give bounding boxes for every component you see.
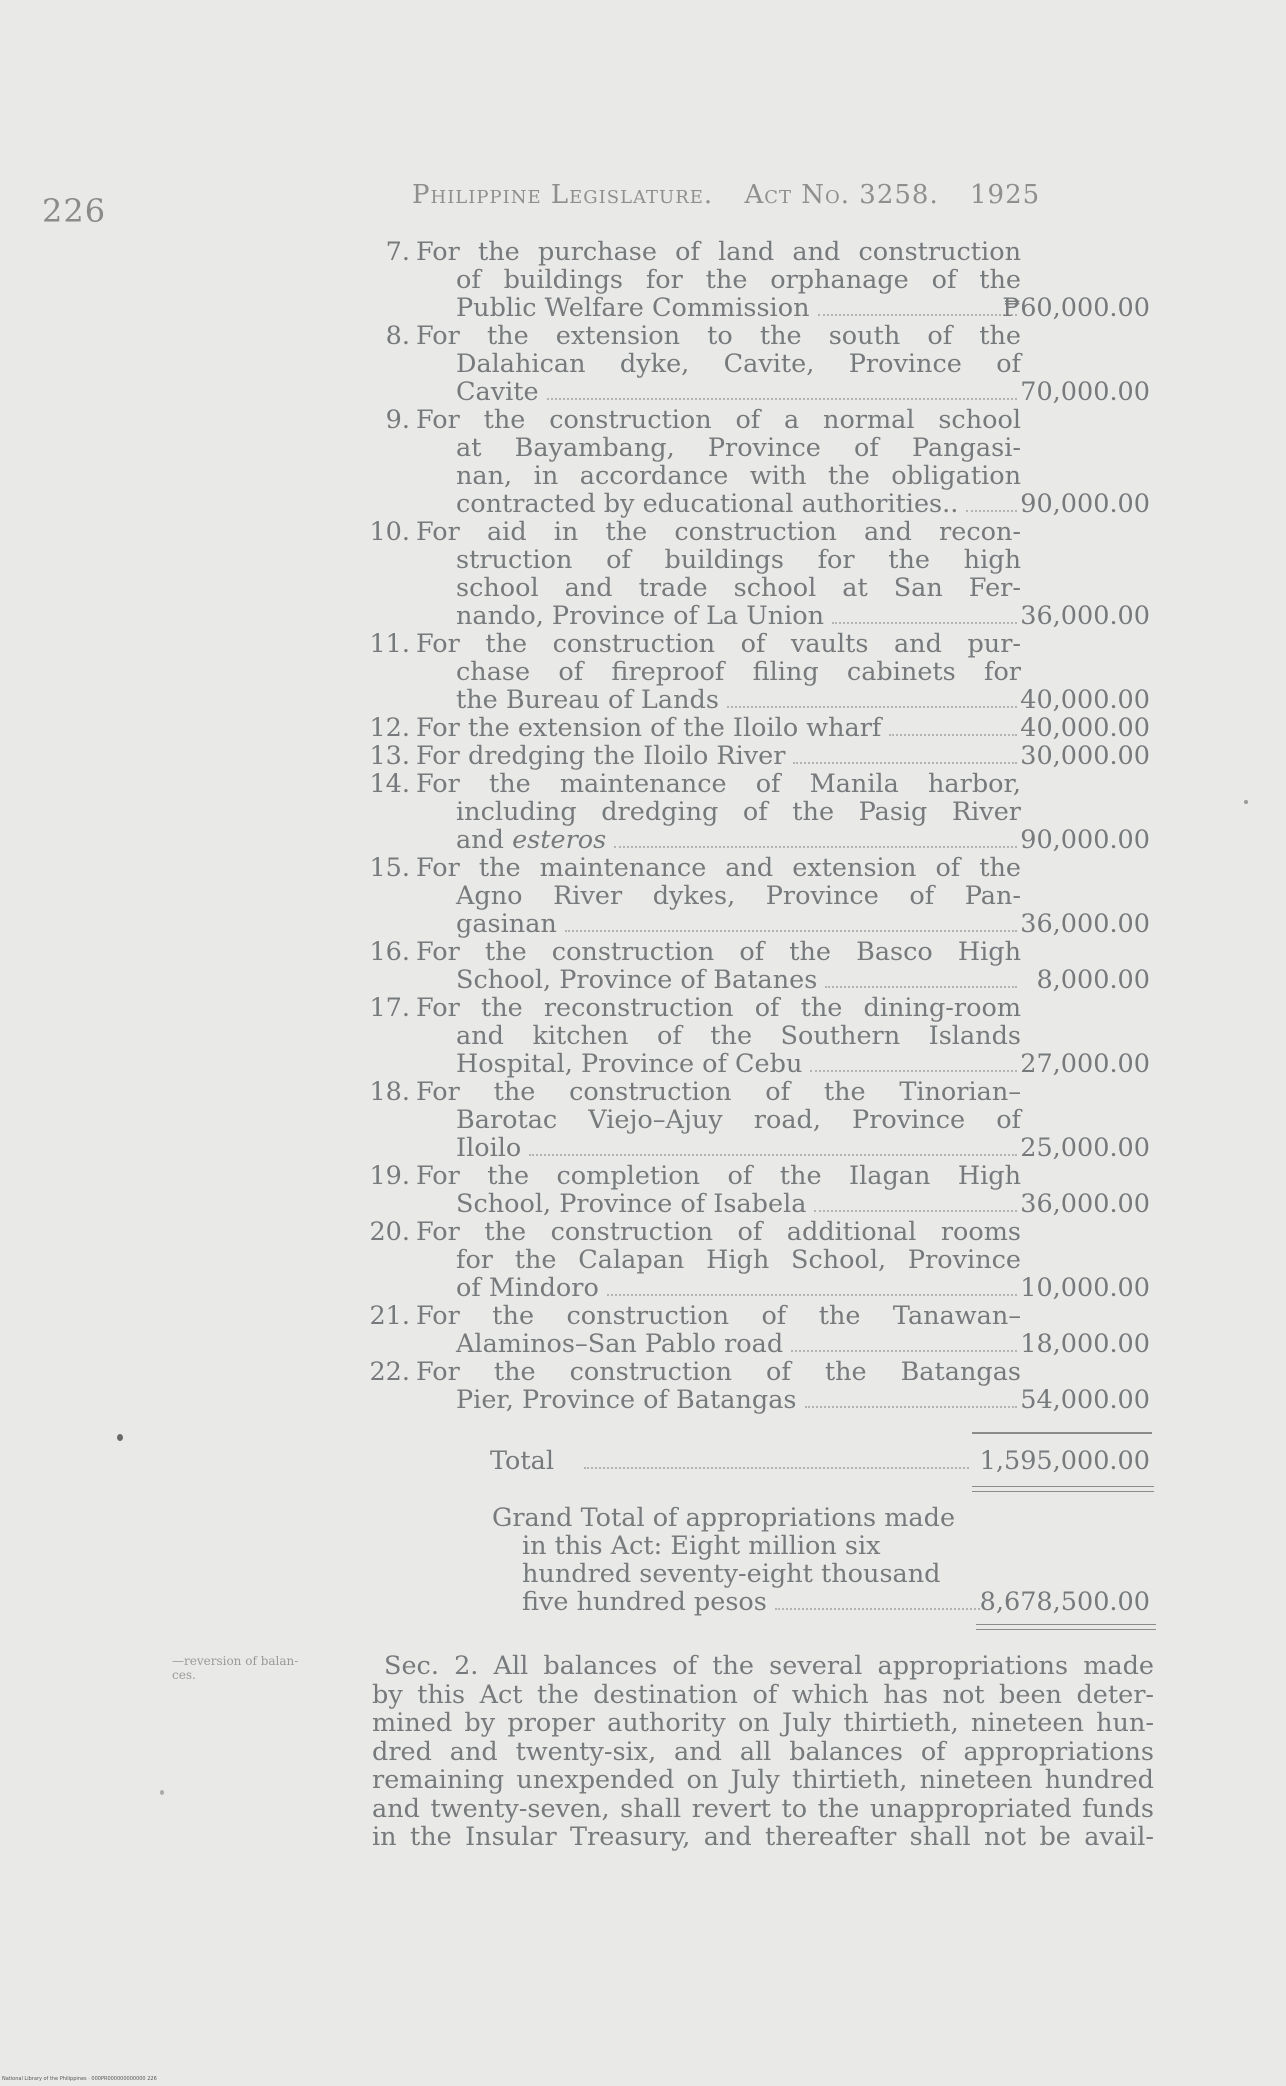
item-line: For aid in the construction and recon- (416, 517, 1021, 547)
item-number: 14. (369, 769, 410, 799)
item-line: For the construction of the Batangas (416, 1357, 1021, 1387)
item-amount: 54,000.00 (1020, 1385, 1150, 1415)
total-leader (584, 1467, 969, 1469)
total-amount: 1,595,000.00 (979, 1446, 1150, 1476)
item-text (416, 518, 1026, 630)
section-line: and twenty-seven, shall revert to the unappropriated funds (372, 1793, 1154, 1824)
appropriation-item (360, 854, 1160, 938)
item-line: including dredging of the Pasig River (456, 797, 1021, 827)
item-line-text: of Mindoro (456, 1273, 599, 1303)
item-number: 13. (369, 741, 410, 771)
item-number: 12. (369, 713, 410, 743)
grand-total-line: five hundred pesos (522, 1587, 767, 1617)
item-number: 15. (369, 853, 410, 883)
item-number: 17. (369, 993, 410, 1023)
item-amount: 18,000.00 (1020, 1329, 1150, 1359)
item-line: For the construction of vaults and pur- (416, 629, 1021, 659)
speck (160, 1790, 164, 1795)
dot-leader (607, 1294, 1017, 1296)
item-line: Agno River dykes, Province of Pan- (456, 881, 1021, 911)
item-amount: 70,000.00 (1020, 377, 1150, 407)
item-line (416, 1134, 1021, 1162)
italic-term: esteros (512, 825, 607, 855)
dot-leader (529, 1154, 1017, 1156)
dot-leader (614, 846, 1017, 848)
item-line: school and trade school at San Fer- (456, 573, 1021, 603)
item-line (416, 910, 1021, 938)
item-amount: 25,000.00 (1020, 1133, 1150, 1163)
item-number: 16. (369, 937, 410, 967)
item-amount: 90,000.00 (1020, 825, 1150, 855)
item-text (416, 1302, 1026, 1358)
appropriation-item (360, 406, 1160, 518)
item-text (416, 1162, 1026, 1218)
grand-rule-2 (976, 1629, 1156, 1630)
section-line: dred and twenty-six, and all balances of appropriations (372, 1736, 1154, 1767)
item-line: Barotac Viejo–Ajuy road, Province of (456, 1105, 1021, 1135)
item-line: For the maintenance and extension of the (416, 853, 1021, 883)
margin-note (172, 1654, 332, 1682)
item-line: For the construction of the Tinorian– (416, 1077, 1021, 1107)
item-number: 18. (369, 1077, 410, 1107)
item-amount: 40,000.00 (1020, 713, 1150, 743)
item-line: For the completion of the Ilagan High (416, 1161, 1021, 1191)
item-number: 7. (385, 237, 410, 267)
margin-note-line: ces. (172, 1668, 196, 1682)
item-line: For the purchase of land and construction (416, 237, 1021, 267)
appropriation-item (360, 1218, 1160, 1302)
item-number: 22. (369, 1357, 410, 1387)
item-amount: 90,000.00 (1020, 489, 1150, 519)
appropriation-item (360, 630, 1160, 714)
total-row (490, 1446, 1160, 1476)
item-line: and kitchen of the Southern Islands (456, 1021, 1021, 1051)
item-line: For the construction of a normal school (416, 405, 1021, 435)
item-line-text: For the extension of the Iloilo wharf (416, 713, 882, 743)
item-number: 9. (385, 405, 410, 435)
item-line (416, 378, 1021, 406)
item-line: at Bayambang, Province of Pangasi- (456, 433, 1021, 463)
item-line-text: Pier, Province of Batangas (456, 1385, 797, 1415)
item-line: For the reconstruction of the dining-room (416, 993, 1021, 1023)
item-line-text: Alaminos–San Pablo road (456, 1329, 784, 1359)
section-line: Sec. 2. All balances of the several appropriations made (384, 1651, 1154, 1681)
item-line (416, 602, 1021, 630)
item-line: For the maintenance of Manila harbor, (416, 769, 1021, 799)
item-line (416, 742, 1021, 770)
item-number: 21. (369, 1301, 410, 1331)
item-text (416, 630, 1026, 714)
item-number: 8. (385, 321, 410, 351)
speck (117, 1434, 123, 1441)
total-rule-bottom-2 (972, 1491, 1154, 1492)
item-line (416, 686, 1021, 714)
item-line-text: the Bureau of Lands (456, 685, 719, 715)
item-line-text: Public Welfare Commission (456, 293, 810, 323)
grand-total-leader (775, 1608, 980, 1610)
item-line (416, 966, 1021, 994)
item-line: For the construction of the Tanawan– (416, 1301, 1021, 1331)
item-amount: 8,000.00 (1036, 965, 1150, 995)
item-line-text: contracted by educational authorities.. (456, 489, 959, 519)
appropriation-item (360, 1162, 1160, 1218)
footer-text: National Library of the Philippines · 000PR000000000000 226 (2, 2076, 157, 2082)
grand-total (492, 1504, 1158, 1616)
margin-note-line: —reversion of balan- (172, 1654, 299, 1668)
item-line: for the Calapan High School, Province (456, 1245, 1021, 1275)
item-line (416, 1330, 1021, 1358)
year: 1925 (970, 180, 1041, 210)
appropriation-item (360, 1302, 1160, 1358)
item-text (416, 938, 1026, 994)
act-number: Act No. 3258. (744, 180, 939, 210)
item-line: chase of fireproof filing cabinets for (456, 657, 1021, 687)
item-line-text: School, Province of Isabela (456, 1189, 807, 1219)
section-2 (372, 1652, 1154, 1852)
item-amount: 36,000.00 (1020, 601, 1150, 631)
item-amount: 40,000.00 (1020, 685, 1150, 715)
item-line-text: For dredging the Iloilo River (416, 741, 786, 771)
total-rule-top (972, 1432, 1152, 1434)
item-amount: 10,000.00 (1020, 1273, 1150, 1303)
speck (1244, 800, 1248, 804)
item-line-text: School, Province of Batanes (456, 965, 818, 995)
appropriation-item (360, 770, 1160, 854)
item-amount: 36,000.00 (1020, 1189, 1150, 1219)
item-text (416, 406, 1026, 518)
item-line-text: Iloilo (456, 1133, 522, 1163)
item-line-text: Hospital, Province of Cebu (456, 1049, 803, 1079)
item-line (416, 714, 1021, 742)
appropriation-item (360, 1358, 1160, 1414)
item-text (416, 742, 1026, 770)
item-text (416, 770, 1026, 854)
item-line: nan, in accordance with the obligation (456, 461, 1021, 491)
item-number: 19. (369, 1161, 410, 1191)
item-amount: 36,000.00 (1020, 909, 1150, 939)
grand-total-line: Grand Total of appropriations made (492, 1503, 956, 1533)
item-amount: 30,000.00 (1020, 741, 1150, 771)
running-head (412, 180, 1062, 210)
item-line: For the extension to the south of the (416, 321, 1021, 351)
item-amount: 27,000.00 (1020, 1049, 1150, 1079)
item-text (416, 1358, 1026, 1414)
item-text (416, 1078, 1026, 1162)
item-line-text: Cavite (456, 377, 539, 407)
item-line: Dalahican dyke, Cavite, Province of (456, 349, 1021, 379)
item-number: 20. (369, 1217, 410, 1247)
item-line: struction of buildings for the high (456, 545, 1021, 575)
item-line (416, 1190, 1021, 1218)
item-text (416, 994, 1026, 1078)
item-line (416, 294, 1021, 322)
appropriation-item (360, 994, 1160, 1078)
item-line (416, 1274, 1021, 1302)
appropriation-item (360, 1078, 1160, 1162)
section-line: mined by proper authority on July thirtieth, nineteen hun- (372, 1708, 1154, 1738)
grand-total-line: in this Act: Eight million six (522, 1531, 881, 1561)
grand-total-line: hundred seventy-eight thousand (522, 1559, 941, 1589)
grand-total-amount: 8,678,500.00 (979, 1587, 1150, 1617)
appropriation-item (360, 322, 1160, 406)
total-label: Total (490, 1446, 554, 1476)
dot-leader (547, 398, 1017, 400)
item-line: For the construction of additional rooms (416, 1217, 1021, 1247)
item-line-text: and esteros (456, 825, 607, 855)
item-text (416, 854, 1026, 938)
item-line (416, 1050, 1021, 1078)
item-number: 11. (369, 629, 410, 659)
item-number: 10. (369, 517, 410, 547)
appropriation-item (360, 238, 1160, 322)
item-text (416, 238, 1026, 322)
item-amount: ₱60,000.00 (1002, 293, 1150, 323)
item-text (416, 1218, 1026, 1302)
section-line: by this Act the destination of which has not been deter- (372, 1679, 1154, 1710)
running-title: Philippine Legislature. (412, 180, 714, 210)
section-line: in the Insular Treasury, and thereafter shall not be avail- (372, 1822, 1154, 1852)
appropriation-item (360, 938, 1160, 994)
appropriation-item (360, 518, 1160, 630)
item-text (416, 714, 1026, 742)
grand-rule-1 (976, 1624, 1156, 1625)
item-text (416, 322, 1026, 406)
item-line (416, 1386, 1021, 1414)
appropriation-item (360, 742, 1160, 770)
section-line: remaining unexpended on July thirtieth, nineteen hundred (372, 1765, 1154, 1795)
item-line-text: gasinan (456, 909, 557, 939)
page-number: 226 (42, 192, 107, 230)
item-line: of buildings for the orphanage of the (456, 265, 1021, 295)
dot-leader (565, 930, 1017, 932)
item-line-text: nando, Province of La Union (456, 601, 825, 631)
item-line (416, 826, 1021, 854)
appropriation-item (360, 714, 1160, 742)
item-line: For the construction of the Basco High (416, 937, 1021, 967)
item-line (416, 490, 1021, 518)
total-rule-bottom-1 (972, 1486, 1154, 1487)
